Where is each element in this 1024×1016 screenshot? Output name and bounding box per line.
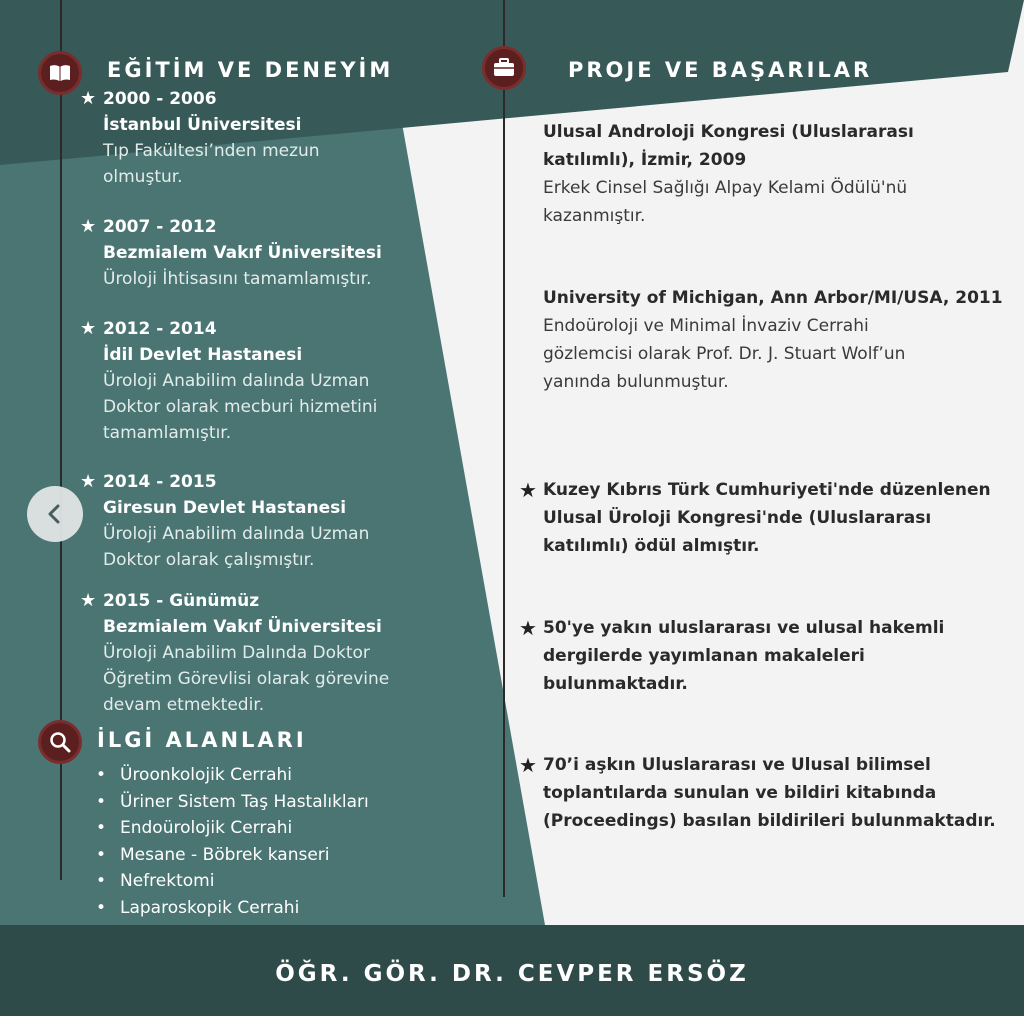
star-icon: ★ [519, 478, 537, 502]
education-description: Üroloji Anabilim Dalında Doktor [103, 643, 370, 663]
achievement-title: toplantılarda sunulan ve bildiri kitabında [543, 783, 937, 803]
star-icon: ★ [519, 616, 537, 640]
education-institution: Giresun Devlet Hastanesi [103, 498, 347, 518]
education-years: 2007 - 2012 [103, 217, 217, 237]
education-description: Öğretim Görevlisi olarak görevine [103, 669, 390, 689]
achievement-item [543, 284, 1003, 396]
education-institution: İdil Devlet Hastanesi [103, 345, 303, 365]
achievement-description: Erkek Cinsel Sağlığı Alpay Kelami Ödülü'nü [543, 178, 908, 198]
briefcase-icon [482, 46, 526, 90]
education-institution: Bezmialem Vakıf Üniversitesi [103, 617, 382, 637]
star-icon: ★ [80, 88, 97, 109]
education-description: olmuştur. [103, 167, 183, 187]
interest-item: • Nefrektomi [92, 868, 369, 895]
star-icon: ★ [80, 590, 97, 611]
achievement-item [543, 118, 914, 230]
footer [0, 925, 1024, 1016]
star-icon: ★ [80, 318, 97, 339]
education-years: 2014 - 2015 [103, 472, 217, 492]
achievement-title: University of Michigan, Ann Arbor/MI/USA, 2011 [543, 288, 1003, 308]
search-icon [38, 720, 82, 764]
doctor-name: ÖĞR. GÖR. DR. CEVPER ERSÖZ [275, 960, 749, 987]
interest-item: • Üroonkolojik Cerrahi [92, 762, 369, 789]
achievement-item [543, 614, 944, 698]
achievement-description: Endoüroloji ve Minimal İnvaziv Cerrahi [543, 316, 869, 336]
star-icon: ★ [80, 216, 97, 237]
star-icon: ★ [80, 471, 97, 492]
education-description: devam etmektedir. [103, 695, 265, 715]
education-description: Doktor olarak çalışmıştır. [103, 550, 315, 570]
education-description: Üroloji Anabilim dalında Uzman [103, 371, 370, 391]
education-item [103, 214, 382, 292]
projects-section-title: PROJE VE BAŞARILAR [568, 58, 873, 82]
education-description: Doktor olarak mecburi hizmetini [103, 397, 378, 417]
achievement-title: Ulusal Androloji Kongresi (Uluslararası [543, 122, 914, 142]
achievement-item [543, 476, 991, 560]
achievement-title: bulunmaktadır. [543, 674, 688, 694]
interest-item: • Endoürolojik Cerrahi [92, 815, 369, 842]
education-item [103, 469, 369, 573]
interests-section-title: İLGİ ALANLARI [97, 728, 307, 752]
education-item [103, 316, 377, 446]
achievement-title: 70’i aşkın Uluslararası ve Ulusal bilimsel [543, 755, 931, 775]
star-icon: ★ [519, 753, 537, 777]
previous-slide-button[interactable] [27, 486, 83, 542]
education-item [103, 588, 389, 718]
interest-item: • Laparoskopik Cerrahi [92, 895, 369, 922]
interest-item: • Üriner Sistem Taş Hastalıkları [92, 789, 369, 816]
achievement-title: (Proceedings) basılan bildirileri bulunmaktadır. [543, 811, 996, 831]
right-timeline-line [503, 0, 505, 897]
education-description: Üroloji İhtisasını tamamlamıştır. [103, 269, 372, 289]
interest-item: • Mesane - Böbrek kanseri [92, 842, 369, 869]
education-description: Üroloji Anabilim dalında Uzman [103, 524, 370, 544]
education-description: Tıp Fakültesi’nden mezun [103, 141, 320, 161]
education-item [103, 86, 320, 190]
education-years: 2012 - 2014 [103, 319, 217, 339]
achievement-item [543, 751, 996, 835]
book-icon [38, 51, 82, 95]
achievement-title: Ulusal Üroloji Kongresi'nde (Uluslararası [543, 508, 932, 528]
achievement-title: dergilerde yayımlanan makaleleri [543, 646, 865, 666]
education-years: 2015 - Günümüz [103, 591, 260, 611]
education-description: tamamlamıştır. [103, 423, 232, 443]
interests-list [92, 762, 369, 921]
education-institution: İstanbul Üniversitesi [103, 115, 302, 135]
achievement-description: yanında bulunmuştur. [543, 372, 729, 392]
achievement-title: Kuzey Kıbrıs Türk Cumhuriyeti'nde düzenlenen [543, 480, 991, 500]
chevron-left-icon [44, 503, 66, 525]
education-institution: Bezmialem Vakıf Üniversitesi [103, 243, 382, 263]
achievement-description: gözlemcisi olarak Prof. Dr. J. Stuart Wolf’un [543, 344, 906, 364]
achievement-description: kazanmıştır. [543, 206, 646, 226]
education-years: 2000 - 2006 [103, 89, 217, 109]
achievement-title: katılımlı) ödül almıştır. [543, 536, 760, 556]
achievement-title: katılımlı), İzmir, 2009 [543, 150, 747, 170]
achievement-title: 50'ye yakın uluslararası ve ulusal hakemli [543, 618, 945, 638]
education-section-title: EĞİTİM VE DENEYİM [107, 58, 394, 82]
